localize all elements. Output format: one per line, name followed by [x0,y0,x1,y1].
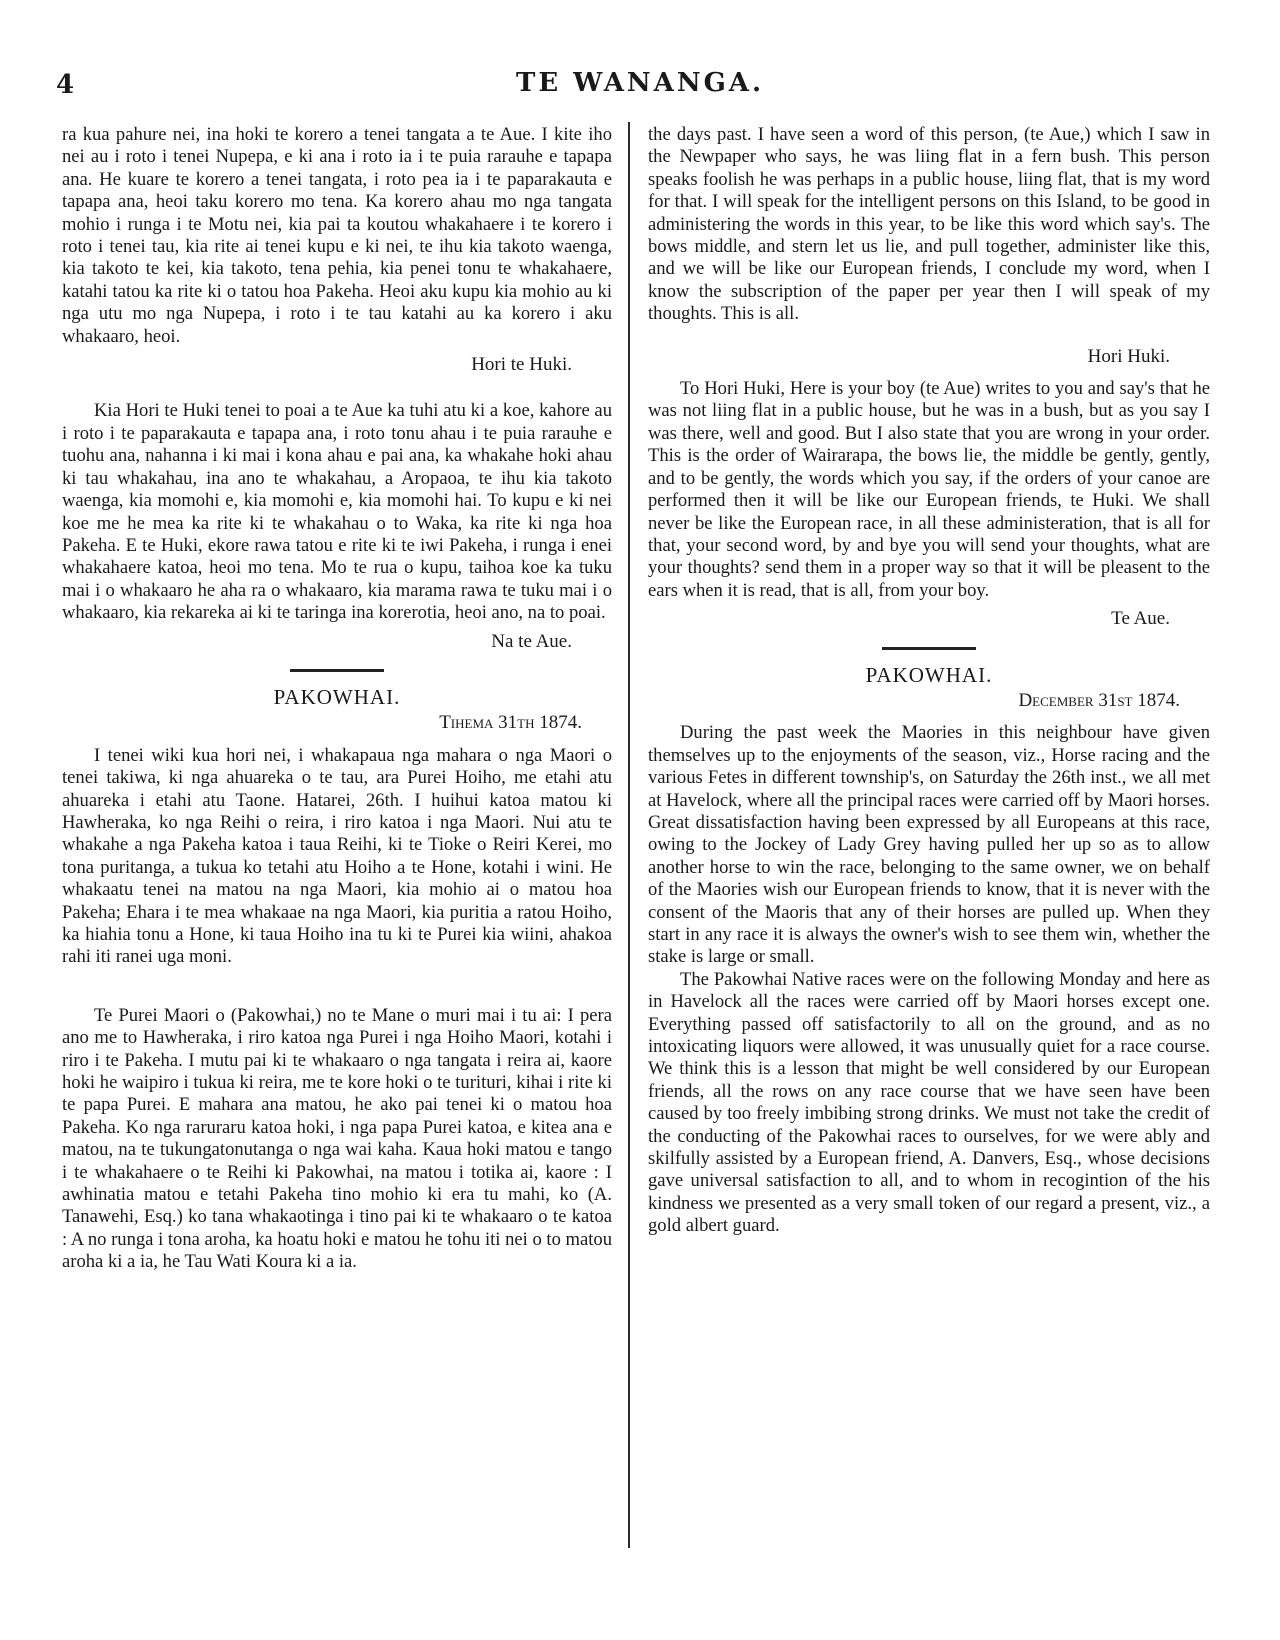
letter-aue-english-signature: Te Aue. [1111,608,1170,630]
article-dateline-maori: Tihema 31th 1874. [439,712,582,734]
article-maori-paragraph-2: Te Purei Maori o (Pakowhai,) no te Mane o muri mai i tu ai: I pera ano me to Hawheraka, i riro katoa nga Purei i nga Hoiho Maori, kotahi i riro i te Pakeha. I mutu pai ki te whakaaro o nga tangata i reira ai, kaore hoki he waipiro i tukua ki reira, me te kore hoki o te turituri, kihai i rite ki te papa Purei. E mahara ana matou, he ako pai tenei ki o matou hoa Pakeha. Ko nga raruraru katoa hoki, i nga papa Purei katoa, e kitea ana e matou, na te tukungatonutanga o nga wai kaha. Kaua hoki matou e tango i te whakahaere o te Reihi ki Pakowhai, na matou i totika ai, kaore : I awhinatia matou e tetahi Pakeha tino mohio ki era tu mahi, ko (A. Tanawehi, Esq.) ko tana whakaotinga i tino pai ki te whakaaro o te katoa : A no runga i tona aroha, ka hoatu hoki e matou he tohu iti nei o to matou aroha ki a ia, he Tau Wati Koura ki a ia. [62,1004,612,1273]
left-column-maori [62,124,612,1274]
masthead-title: TE WANANGA. [515,68,765,98]
article-dateline-english: December 31st 1874. [1018,689,1180,711]
article-heading-english: PAKOWHAI. [865,662,993,687]
letter-hori-maori-signature: Hori te Huki. [471,354,572,376]
letter-hori-english-text: the days past. I have seen a word of this person, (te Aue,) which I saw in the Newpaper who says, he was liing flat in a fern bush. This person speaks foolish he was perhaps in a public house, liing flat, that is my word for that. I will speak for the intelligent persons on this Island, to be good in administering the words in this year, to be like this word which say's. The bows middle, and stern let us lie, and pull together, administer like this, and we will be like our European friends, I conclude my word, when I know the subscription of the paper per year then I will speak of my thoughts. This is all. [648,124,1210,325]
article-heading-maori: PAKOWHAI. [273,684,401,709]
letter-aue-maori-text: Kia Hori te Huki tenei to poai a te Aue ka tuhi atu ki a koe, kahore au i roto i te paparakauta e tapapa ana, i roto tonu ahau i te puia rarauhe e tuohu ana, nahanna i ki mai i kona ahau e pai ana, ka whakahe hoki ahau ki tau whakahau, ina ano te whakahau, a Aropaoa, te ihu kia takoto waenga, kia momohi e, kia momohi e, kia momohi hai. To kupu e ki nei koe me he mea ka rite ki te whakahau o to Waka, ka rite ki nga hoa Pakeha. E te Huki, ekore rawa tatou e rite ki te iwi Pakeha, i runga i enei whakahaere katoa, heoi mo tena. Mo te rua o kupu, taihoa koe ka tuku mai i o whakaaro he aha ra o whakaaro, kia marama rawa te tuku mai i o whakaaro, kia rekareka ai ki te taringa ina korerotia, heoi ano, na to poai. [62,400,612,624]
letter-hori-maori-text: ra kua pahure nei, ina hoki te korero a tenei tangata a te Aue. I kite iho nei au i roto i tenei Nupepa, e ki ana i roto ia i te puia rarauhe e tapapa ana. He kuare te korero a tenei tangata, i roto pea ia i te paparakauta e tapapa ana, heoi taku korero mo tena. Ka korero ahau mo nga tangata mohio i runga i te Motu nei, kia pai ta koutou whakahaere i te korero i roto i tenei tau, kia rite ai tenei kupu e ki nei, te ihu kia takoto waenga, kia takoto te kei, kia takoto, tena pehia, kia penei tonu te whakahaere, katahi tatou ka rite ki o tatou hoa Pakeha. Heoi aku kupu kia mohio au ki nga utu mo nga Nupepa, i roto i te tau katahi au ka korero i aku whakaaro, heoi. [62,124,612,347]
article-english-paragraph-1: During the past week the Maories in this neighbour have given themselves up to the enjoyments of the season, viz., Horse racing and the various Fetes in different township's, on Saturday the 26th inst., we all met at Havelock, where all the principal races were carried off by Maori horses. Great dissatisfaction having been expressed by all Europeans at this race, owing to the Jockey of Lady Grey having pulled her up so as to allow another horse to win the race, belonging to the same owner, we on behalf of the Maories wish our European friends to know, that it is never with the consent of the Maoris that any of their horses are pulled up. When they start in any race it is always the owner's wish to see them win, whether the stake is large or small. [648,722,1210,968]
letter-aue-maori-signature: Na te Aue. [491,630,572,652]
letter-aue-english-text: To Hori Huki, Here is your boy (te Aue) writes to you and say's that he was not liing flat in a public house, but he was in a bush, but as you say I was there, well and good. But I also state that you are wrong in your order. This is the order of Wairarapa, the bows lie, the middle be gently, gently, and to be gently, the words which you say, if the orders of your canoe are performed then it will be like our European friends, te Huki. We shall never be like the European race, in all these administeration, that is all for that, your second word, by and bye you will send your thoughts, what are your thoughts? send them in a proper way so that it will be pleasent to the ears when it is read, that is all, from your boy. [648,378,1210,601]
section-rule [882,647,976,650]
page-number: 4 [56,70,75,100]
column-divider [628,122,630,1548]
right-column-english [648,124,1210,1238]
section-rule [290,669,384,672]
letter-hori-english-signature: Hori Huki. [1087,345,1170,367]
article-maori-paragraph-1: I tenei wiki kua hori nei, i whakapaua nga mahara o nga Maori o tenei takiwa, ki nga ahuareka o te tau, ara Purei Hoiho, me etahi atu ahuareka i etahi atu Taone. Hatarei, 26th. I huihui katoa matou ki Hawheraka, ko nga Reihi o reira, i riro katoa i nga Maori. Nui atu te whakahe a nga Pakeha katoa i taua Reihi, ki te Tioke o Reiri Kerei, mo tona puritanga, a tukua ko tetahi atu Hoiho a te Hone, kotahi i wini. He whakaatu tenei na matou na nga Maori, kia mohio ai o matou hoa Pakeha; Ehara i te mea whakaae na nga Maori, kia puritia a ratou Hoiho, ka hiahia tonu a Hone, ki taua Hoiho ina tu ki te Purei kia wiini, ahakoa rahi iti ranei uga moni. [62,744,612,968]
article-english-paragraph-2: The Pakowhai Native races were on the following Monday and here as in Havelock all the races were carried off by Maori horses except one. Everything passed off satisfactorily to all on the ground, and as no intoxicating liquors were allowed, it was unusually quiet for a race course. We think this is a lesson that might be well considered by our European friends, all the rows on any race course that we have seen have been caused by too freely imbibing strong drinks. We must not take the credit of the conducting of the Pakowhai races to ourselves, for we were ably and skilfully assisted by a European friend, A. Danvers, Esq., whose decisions gave universal satisfaction to all, and to whom in recogintion of the his kindness we presented as a very small token of our regard a present, viz., a gold albert guard. [648,968,1210,1237]
